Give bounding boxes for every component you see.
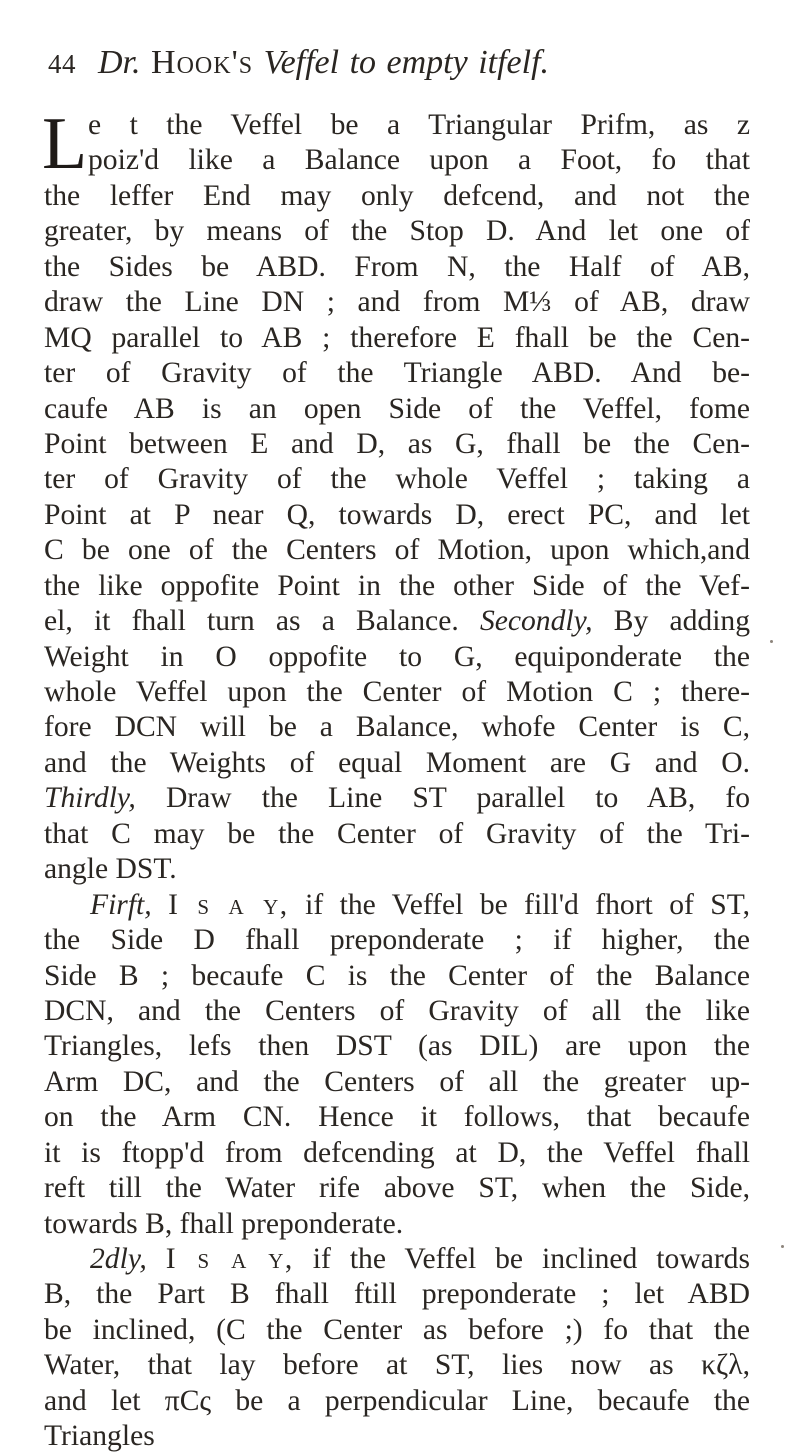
text-line: [44, 1242, 750, 1277]
first-label: Firft,: [90, 888, 152, 921]
text-line: draw the Line DN ; and from M⅓ of AB, draw: [44, 286, 750, 319]
thirdly-label: Thirdly,: [44, 782, 136, 815]
text-line: Triangles, lefs then DST (as DIL) are upon the: [44, 1030, 750, 1063]
ink-speck: [770, 640, 773, 643]
text-line: B, the Part B fhall ftill preponderate ; let ABD: [44, 1278, 750, 1311]
drop-cap: L: [42, 103, 88, 185]
text-line: the Sides be ABD. From N, the Half of AB,: [44, 250, 750, 283]
text-line: reft till the Water rife above ST, when the Side,: [44, 1172, 750, 1205]
text-line: greater, by means of the Stop D. And let one of: [44, 215, 750, 248]
text-line: whole Veffel upon the Center of Motion C ; there-: [44, 676, 750, 708]
text-line: DCN, and the Centers of Gravity of all the like: [44, 994, 750, 1027]
line-text: if the Veffel be inclined towards: [312, 1243, 750, 1275]
text-line: ter of Gravity of the Triangle ABD. And be-: [44, 357, 750, 390]
text-line: it is ftopp'd from defcending at D, the Veffel fhall: [44, 1136, 750, 1169]
body-text: [42, 103, 751, 1455]
i-say: I s a y,: [168, 888, 289, 921]
line-text: poiz'd like a Balance upon a Foot, fo that: [88, 144, 750, 177]
text-line: the leffer End may only defcend, and not the: [44, 179, 750, 212]
text-line: Arm DC, and the Centers of all the greater up-: [44, 1065, 750, 1098]
text-line: towards B, fhall preponderate.: [44, 1207, 404, 1240]
line-text: el, it fhall turn as a Balance.: [44, 605, 459, 638]
line-text: if the Veffel be fill'd fhort of ST,: [305, 888, 751, 921]
text-line: [44, 781, 750, 816]
text-line: the Side D fhall preponderate ; if higher, the: [44, 924, 750, 957]
text-line: MQ parallel to AB ; therefore E fhall be the Cen-: [44, 321, 750, 354]
line-text: By adding: [613, 605, 751, 638]
text-line: [44, 143, 750, 178]
text-line: the like oppofite Point in the other Side of the Vef-: [44, 569, 750, 602]
i-say: I s a y,: [165, 1243, 294, 1275]
text-line: ter of Gravity of the whole Veffel ; taking a: [44, 463, 750, 496]
text-line: caufe AB is an open Side of the Veffel, fome: [44, 392, 750, 425]
title-author: Hook's: [151, 44, 254, 81]
second-label: 2dly,: [90, 1243, 147, 1275]
text-line: Point between E and D, as G, fhall be the Cen-: [44, 427, 750, 460]
text-line: [44, 888, 750, 923]
title-prefix: Dr.: [98, 44, 141, 81]
text-line: Point at P near Q, towards D, erect PC, and let: [44, 498, 750, 531]
text-line: fore DCN will be a Balance, whofe Center is C,: [44, 711, 750, 744]
text-line: be inclined, (C the Center as before ;) fo that the: [44, 1313, 750, 1346]
catchword: Triangles: [44, 1420, 155, 1453]
secondly-label: Secondly,: [479, 605, 593, 638]
page-number: 44: [48, 49, 76, 79]
text-line: and the Weights of equal Moment are G and O.: [44, 746, 750, 779]
line-text: e t the Veffel be a Triangular Prifm, as z: [88, 109, 750, 141]
text-line: Side B ; becaufe C is the Center of the Balance: [44, 959, 750, 992]
text-line: angle DST.: [44, 853, 177, 886]
ink-speck: [781, 1245, 784, 1248]
text-line: C be one of the Centers of Motion, upon which,and: [44, 534, 750, 567]
text-line: on the Arm CN. Hence it follows, that becaufe: [44, 1101, 750, 1134]
text-line: that C may be the Center of Gravity of the Tri-: [44, 817, 750, 850]
text-line: [44, 604, 750, 639]
text-line: Water, that lay before at ST, lies now as κζλ,: [44, 1349, 750, 1382]
running-title: [98, 44, 549, 81]
line-text: Draw the Line ST parallel to AB, fo: [165, 782, 750, 815]
running-header: [48, 44, 688, 94]
text-line: Weight in O oppofite to G, equiponderate the: [44, 640, 750, 673]
text-line: and let πCς be a perpendicular Line, becaufe the: [44, 1384, 750, 1417]
title-rest: Veffel to empty itfelf.: [263, 44, 550, 81]
